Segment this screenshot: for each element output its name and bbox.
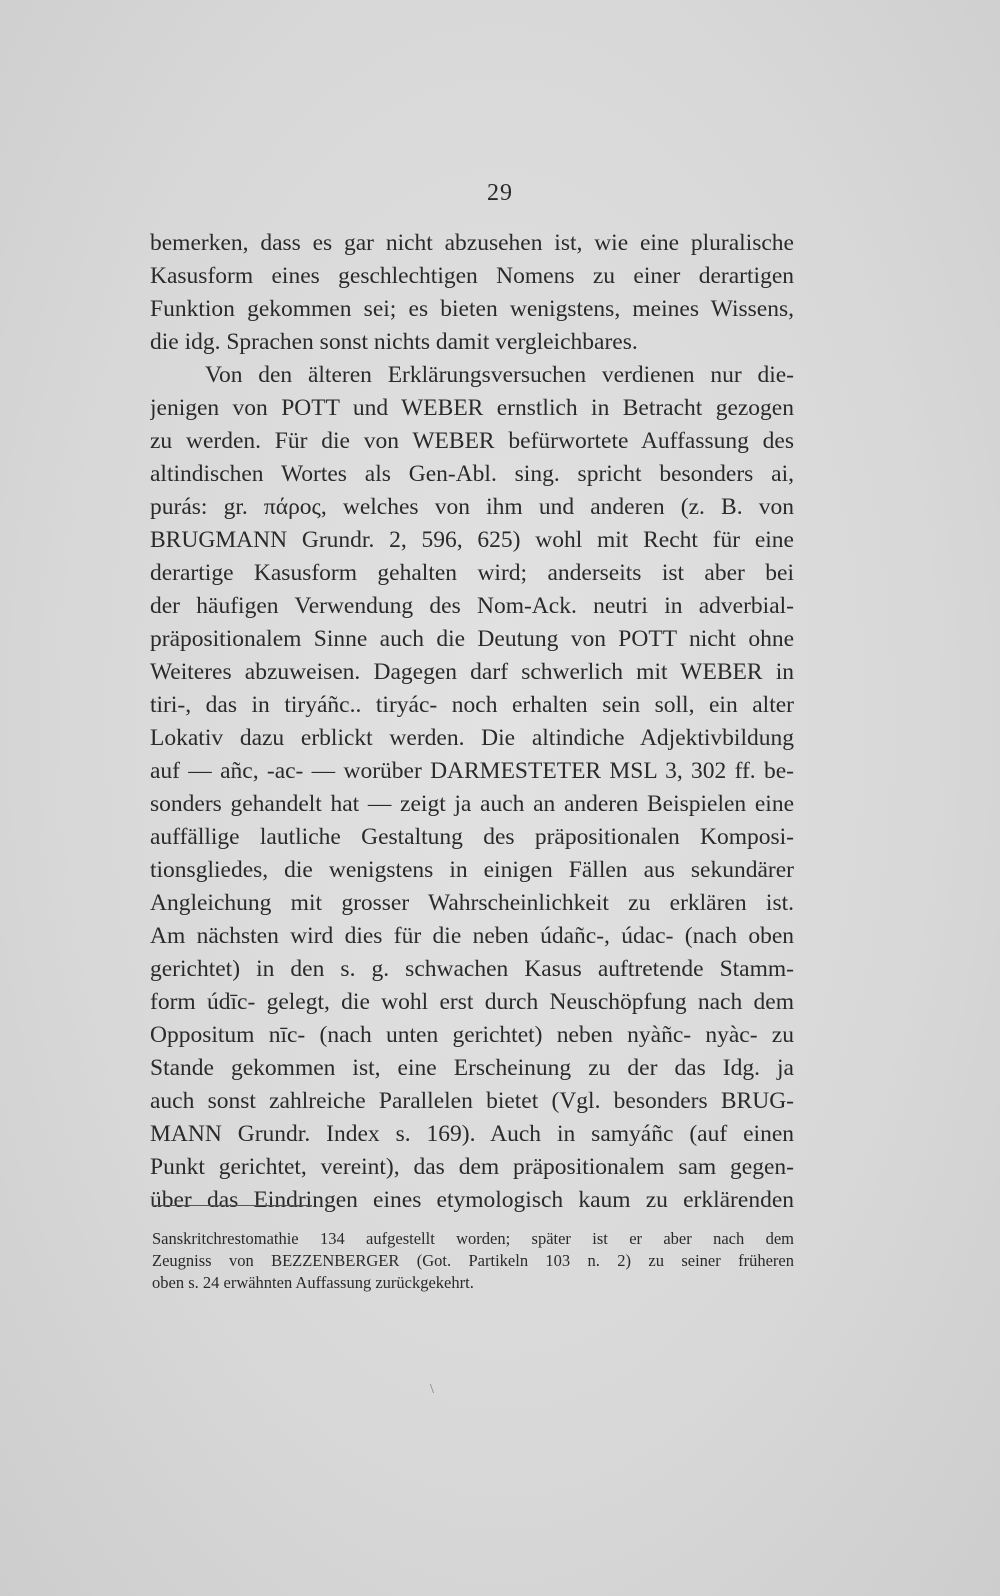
text-line: zu werden. Für die von WEBER befürwortete Auffassung des (150, 428, 794, 454)
text-line: Funktion gekommen sei; es bieten wenigstens, meines Wissens, (150, 296, 794, 322)
stray-mark: \ (430, 1382, 434, 1397)
text-line: tionsgliedes, die wenigstens in einigen Fällen aus sekundärer (150, 857, 794, 883)
footnote-line: Zeugniss von BEZZENBERGER (Got. Partikeln 103 n. 2) zu seiner früheren (152, 1251, 794, 1270)
text-line: Lokativ dazu erblickt werden. Die altindiche Adjektivbildung (150, 725, 794, 751)
footnote-line: oben s. 24 erwähnten Auffassung zurückgekehrt. (152, 1273, 474, 1292)
main-text (150, 227, 794, 1217)
text-line: Angleichung mit grosser Wahrscheinlichkeit zu erklären ist. (150, 890, 794, 916)
page-number: 29 (487, 180, 513, 206)
text-line: purás: gr. πάρος, welches von ihm und anderen (z. B. von (150, 494, 794, 520)
text-line: auf — añc, -ac- — worüber DARMESTETER MSL 3, 302 ff. be- (150, 758, 794, 784)
text-line: BRUGMANN Grundr. 2, 596, 625) wohl mit Recht für eine (150, 527, 794, 553)
text-line: MANN Grundr. Index s. 169). Auch in samyáñc (auf einen (150, 1121, 794, 1147)
text-line: derartige Kasusform gehalten wird; anderseits ist aber bei (150, 560, 794, 586)
text-line: über das Eindringen eines etymologisch kaum zu erklärenden (150, 1187, 794, 1213)
text-line: die idg. Sprachen sonst nichts damit vergleichbares. (150, 329, 638, 355)
text-line: Am nächsten wird dies für die neben údañc-, údac- (nach oben (150, 923, 794, 949)
text-line: bemerken, dass es gar nicht abzusehen ist, wie eine pluralische (150, 230, 794, 256)
text-line: Weiteres abzuweisen. Dagegen darf schwerlich mit WEBER in (150, 659, 794, 685)
text-line: form údīc- gelegt, die wohl erst durch Neuschöpfung nach dem (150, 989, 794, 1015)
text-line: jenigen von POTT und WEBER ernstlich in Betracht gezogen (150, 395, 794, 421)
text-line: auch sonst zahlreiche Parallelen bietet (Vgl. besonders BRUG- (150, 1088, 794, 1114)
text-line: Stande gekommen ist, eine Erscheinung zu der das Idg. ja (150, 1055, 794, 1081)
text-line: präpositionalem Sinne auch die Deutung von POTT nicht ohne (150, 626, 794, 652)
text-line: auffällige lautliche Gestaltung des präpositionalen Komposi- (150, 824, 794, 850)
text-line: der häufigen Verwendung des Nom-Ack. neutri in adverbial- (150, 593, 794, 619)
text-line: tiri-, das in tiryáñc.. tiryác- noch erhalten sein soll, ein alter (150, 692, 794, 718)
footnote (152, 1228, 794, 1294)
footnote-divider (152, 1205, 312, 1206)
text-line: Punkt gerichtet, vereint), das dem präpositionalem sam gegen- (150, 1154, 794, 1180)
text-line: Von den älteren Erklärungsversuchen verdienen nur die- (205, 362, 794, 388)
text-line: gerichtet) in den s. g. schwachen Kasus auftretende Stamm- (150, 956, 794, 982)
footnote-line: Sanskritchrestomathie 134 aufgestellt worden; später ist er aber nach dem (152, 1229, 794, 1248)
text-line: Oppositum nīc- (nach unten gerichtet) neben nyàñc- nyàc- zu (150, 1022, 794, 1048)
text-line: altindischen Wortes als Gen-Abl. sing. spricht besonders ai, (150, 461, 794, 487)
text-line: sonders gehandelt hat — zeigt ja auch an anderen Beispielen eine (150, 791, 794, 817)
text-line: Kasusform eines geschlechtigen Nomens zu einer derartigen (150, 263, 794, 289)
